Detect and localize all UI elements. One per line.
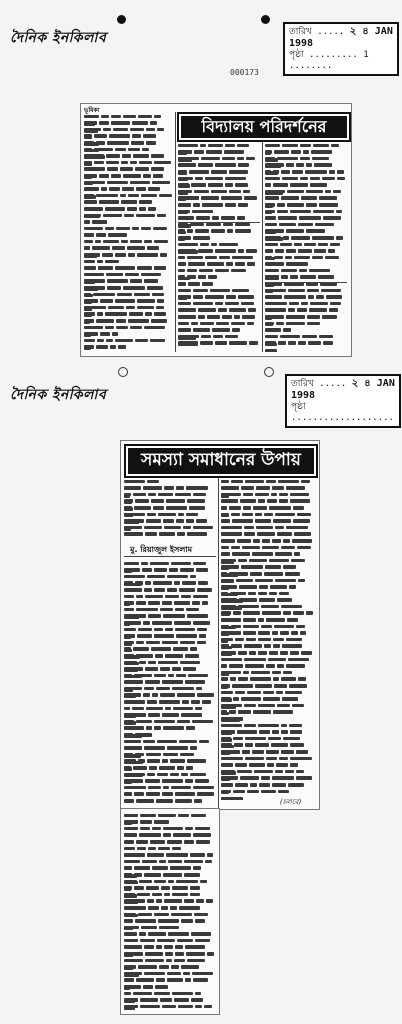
text-column: [124, 560, 216, 805]
punch-hole: [264, 367, 274, 377]
text-line: [124, 852, 216, 859]
text-line: [84, 251, 174, 258]
text-line: [265, 241, 347, 248]
text-line: [265, 234, 347, 241]
text-line: [124, 580, 216, 587]
text-line: [178, 274, 260, 281]
text-line: [178, 208, 260, 215]
text-line: [178, 142, 260, 149]
text-line: [265, 313, 347, 320]
text-line: [265, 333, 347, 340]
text-line: [84, 337, 174, 344]
article-clipping-bottom: [120, 440, 320, 1015]
text-line: [265, 155, 347, 162]
text-line: [84, 278, 174, 285]
text-line: [221, 524, 315, 531]
text-line: [221, 616, 315, 623]
text-line: [265, 320, 347, 327]
text-line: [221, 557, 315, 564]
date-stamp: তারিখ ..... ২ ৪ JAN 1998 পৃষ্ঠা ......... 1 ........: [283, 22, 399, 76]
text-line: [178, 162, 260, 169]
text-line: [124, 731, 216, 738]
text-line: [84, 284, 174, 291]
text-line: [178, 248, 260, 255]
text-line: [124, 672, 216, 679]
text-line: [265, 248, 347, 255]
newspaper-masthead: দৈনিক ইনকিলাব: [10, 387, 107, 403]
text-line: [221, 788, 315, 795]
text-line: [124, 771, 216, 778]
text-line: [178, 261, 260, 268]
text-line: [124, 567, 216, 574]
article-clipping-top: [80, 103, 352, 357]
text-line: [265, 300, 347, 307]
text-line: [124, 504, 216, 511]
punch-hole: [118, 367, 128, 377]
text-line: [265, 307, 347, 314]
text-line: [221, 755, 315, 762]
text-line: [84, 317, 174, 324]
punch-hole: [117, 15, 126, 24]
text-line: [124, 791, 216, 798]
text-line: [178, 201, 260, 208]
text-line: [124, 784, 216, 791]
text-line: [84, 232, 174, 239]
text-line: [124, 518, 216, 525]
text-line: [124, 1003, 216, 1010]
text-line: [221, 564, 315, 571]
text-line: [124, 745, 216, 752]
text-line: [124, 633, 216, 640]
text-line: [221, 485, 315, 492]
text-line: [124, 626, 216, 633]
text-line: [178, 228, 260, 235]
text-line: [178, 215, 260, 222]
text-line: [124, 997, 216, 1004]
text-line: [124, 478, 216, 485]
text-line: [124, 524, 216, 531]
text-line: [221, 689, 315, 696]
text-line: [221, 709, 315, 716]
text-line: [124, 698, 216, 705]
text-line: [265, 221, 347, 228]
text-line: [124, 593, 216, 600]
text-line: [221, 715, 315, 722]
text-line: [124, 964, 216, 971]
text-line: [265, 175, 347, 182]
text-line: [221, 511, 315, 518]
text-line: [178, 188, 260, 195]
text-line: [178, 327, 260, 334]
text-line: [221, 768, 315, 775]
text-line: [178, 320, 260, 327]
text-column: [124, 478, 216, 540]
text-line: [124, 511, 216, 518]
text-line: [221, 491, 315, 498]
article-headline: বিদ্যালয় পরিদর্শনের: [177, 112, 351, 142]
text-line: [178, 155, 260, 162]
text-line: [124, 498, 216, 505]
text-line: [84, 120, 174, 127]
text-line: [124, 812, 216, 819]
text-line: [84, 245, 174, 252]
text-line: [265, 228, 347, 235]
text-line: [221, 630, 315, 637]
text-line: [265, 294, 347, 301]
text-line: [84, 179, 174, 186]
text-line: [221, 649, 315, 656]
author-byline: মু. রিয়াজুল ইসলাম: [130, 545, 193, 554]
text-line: [84, 212, 174, 219]
text-line: [221, 498, 315, 505]
text-line: [265, 340, 347, 347]
text-line: [124, 970, 216, 977]
text-line: [265, 162, 347, 169]
text-line: [221, 537, 315, 544]
text-line: [124, 725, 216, 732]
text-line: [124, 957, 216, 964]
text-line: [84, 113, 174, 120]
text-line: [265, 182, 347, 189]
text-line: [84, 139, 174, 146]
text-line: [178, 267, 260, 274]
text-line: [221, 781, 315, 788]
text-line: [124, 738, 216, 745]
text-line: [265, 267, 347, 274]
text-line: [221, 722, 315, 729]
text-line: [84, 258, 174, 265]
text-line: [124, 944, 216, 951]
text-line: [221, 663, 315, 670]
text-line: [124, 931, 216, 938]
text-line: [124, 838, 216, 845]
text-line: [84, 219, 174, 226]
text-column: [178, 142, 260, 352]
text-line: [221, 504, 315, 511]
text-line: [124, 937, 216, 944]
text-column: [221, 478, 315, 800]
date-stamp: তারিখ ..... ২ ৪ JAN 1998 পৃষ্ঠা ...................: [285, 374, 401, 428]
text-line: [221, 762, 315, 769]
text-line: [84, 238, 174, 245]
text-line: [84, 153, 174, 160]
text-line: [178, 254, 260, 261]
text-line: [221, 623, 315, 630]
text-line: [84, 291, 174, 298]
text-line: [124, 845, 216, 852]
text-line: [84, 172, 174, 179]
text-line: [124, 613, 216, 620]
text-line: [124, 692, 216, 699]
text-line: [124, 891, 216, 898]
text-line: [84, 166, 174, 173]
text-line: [265, 149, 347, 156]
text-line: [124, 924, 216, 931]
text-line: [124, 764, 216, 771]
text-line: [221, 742, 315, 749]
text-line: [221, 570, 315, 577]
text-line: [221, 551, 315, 558]
text-line: [221, 669, 315, 676]
text-line: [265, 327, 347, 334]
text-line: [265, 168, 347, 175]
text-line: [221, 478, 315, 485]
text-line: [84, 133, 174, 140]
text-line: [124, 600, 216, 607]
text-line: [84, 344, 174, 351]
text-line: [221, 696, 315, 703]
text-line: [124, 718, 216, 725]
text-line: [178, 340, 260, 347]
newspaper-masthead: দৈনিক ইনকিলাব: [10, 30, 107, 46]
text-line: [124, 491, 216, 498]
text-line: [124, 911, 216, 918]
text-line: [265, 208, 347, 215]
text-column: [84, 113, 174, 353]
text-line: [265, 215, 347, 222]
text-line: [84, 192, 174, 199]
text-line: [124, 560, 216, 567]
text-line: [265, 195, 347, 202]
text-line: [124, 778, 216, 785]
text-line: [265, 201, 347, 208]
text-line: [178, 195, 260, 202]
text-line: [124, 712, 216, 719]
text-line: [124, 904, 216, 911]
text-line: [178, 175, 260, 182]
text-line: [178, 182, 260, 189]
text-line: [178, 168, 260, 175]
text-line: [124, 685, 216, 692]
text-line: [124, 918, 216, 925]
text-line: [178, 313, 260, 320]
text-line: [124, 485, 216, 492]
text-line: [221, 702, 315, 709]
text-line: [221, 656, 315, 663]
text-line: [124, 797, 216, 804]
text-line: [124, 825, 216, 832]
text-line: [124, 990, 216, 997]
text-line: [84, 331, 174, 338]
text-line: [124, 705, 216, 712]
text-line: [124, 983, 216, 990]
text-line: [221, 577, 315, 584]
text-line: [124, 639, 216, 646]
text-line: [178, 294, 260, 301]
text-line: [124, 977, 216, 984]
text-line: [221, 729, 315, 736]
text-line: [124, 950, 216, 957]
text-line: [178, 300, 260, 307]
text-line: [84, 298, 174, 305]
text-line: [265, 142, 347, 149]
text-line: [265, 274, 347, 281]
text-line: [84, 311, 174, 318]
text-line: [221, 603, 315, 610]
text-line: [221, 735, 315, 742]
text-line: [84, 146, 174, 153]
closing-signature: (চলবে): [280, 798, 302, 806]
text-line: [221, 518, 315, 525]
text-line: [84, 324, 174, 331]
text-line: [124, 659, 216, 666]
text-line: [221, 748, 315, 755]
text-line: [221, 636, 315, 643]
section-label: ভূমিকা: [84, 107, 100, 114]
text-line: [221, 676, 315, 683]
text-line: [178, 287, 260, 294]
text-line: [124, 531, 216, 538]
text-line: [84, 271, 174, 278]
text-line: [221, 682, 315, 689]
text-line: [124, 646, 216, 653]
text-line: [178, 234, 260, 241]
text-line: [178, 333, 260, 340]
text-line: [265, 188, 347, 195]
text-line: [124, 666, 216, 673]
archive-number: 000173: [230, 68, 259, 77]
text-line: [265, 287, 347, 294]
text-line: [124, 758, 216, 765]
text-line: [221, 531, 315, 538]
text-line: [124, 858, 216, 865]
text-line: [84, 199, 174, 206]
text-line: [124, 865, 216, 872]
text-line: [84, 205, 174, 212]
text-line: [84, 304, 174, 311]
text-line: [124, 878, 216, 885]
text-line: [124, 652, 216, 659]
text-column: [265, 142, 347, 352]
text-line: [84, 126, 174, 133]
text-line: [221, 544, 315, 551]
text-line: [84, 186, 174, 193]
text-line: [221, 775, 315, 782]
text-line: [124, 898, 216, 905]
text-line: [124, 871, 216, 878]
text-line: [84, 225, 174, 232]
text-line: [84, 159, 174, 166]
text-line: [124, 573, 216, 580]
text-line: [178, 280, 260, 287]
text-line: [124, 586, 216, 593]
text-line: [221, 610, 315, 617]
text-line: [84, 265, 174, 272]
text-line: [265, 254, 347, 261]
text-line: [221, 597, 315, 604]
text-line: [124, 619, 216, 626]
article-headline: সমস্যা সমাধানের উপায়: [124, 444, 318, 478]
text-line: [178, 241, 260, 248]
punch-hole: [261, 15, 270, 24]
text-line: [178, 149, 260, 156]
text-line: [124, 885, 216, 892]
text-line: [178, 307, 260, 314]
text-column: [124, 812, 216, 1010]
text-line: [124, 751, 216, 758]
text-line: [221, 643, 315, 650]
text-line: [221, 590, 315, 597]
text-line: [221, 584, 315, 591]
text-line: [124, 832, 216, 839]
text-line: [124, 679, 216, 686]
text-line: [124, 819, 216, 826]
text-line: [265, 261, 347, 268]
text-line: [124, 606, 216, 613]
